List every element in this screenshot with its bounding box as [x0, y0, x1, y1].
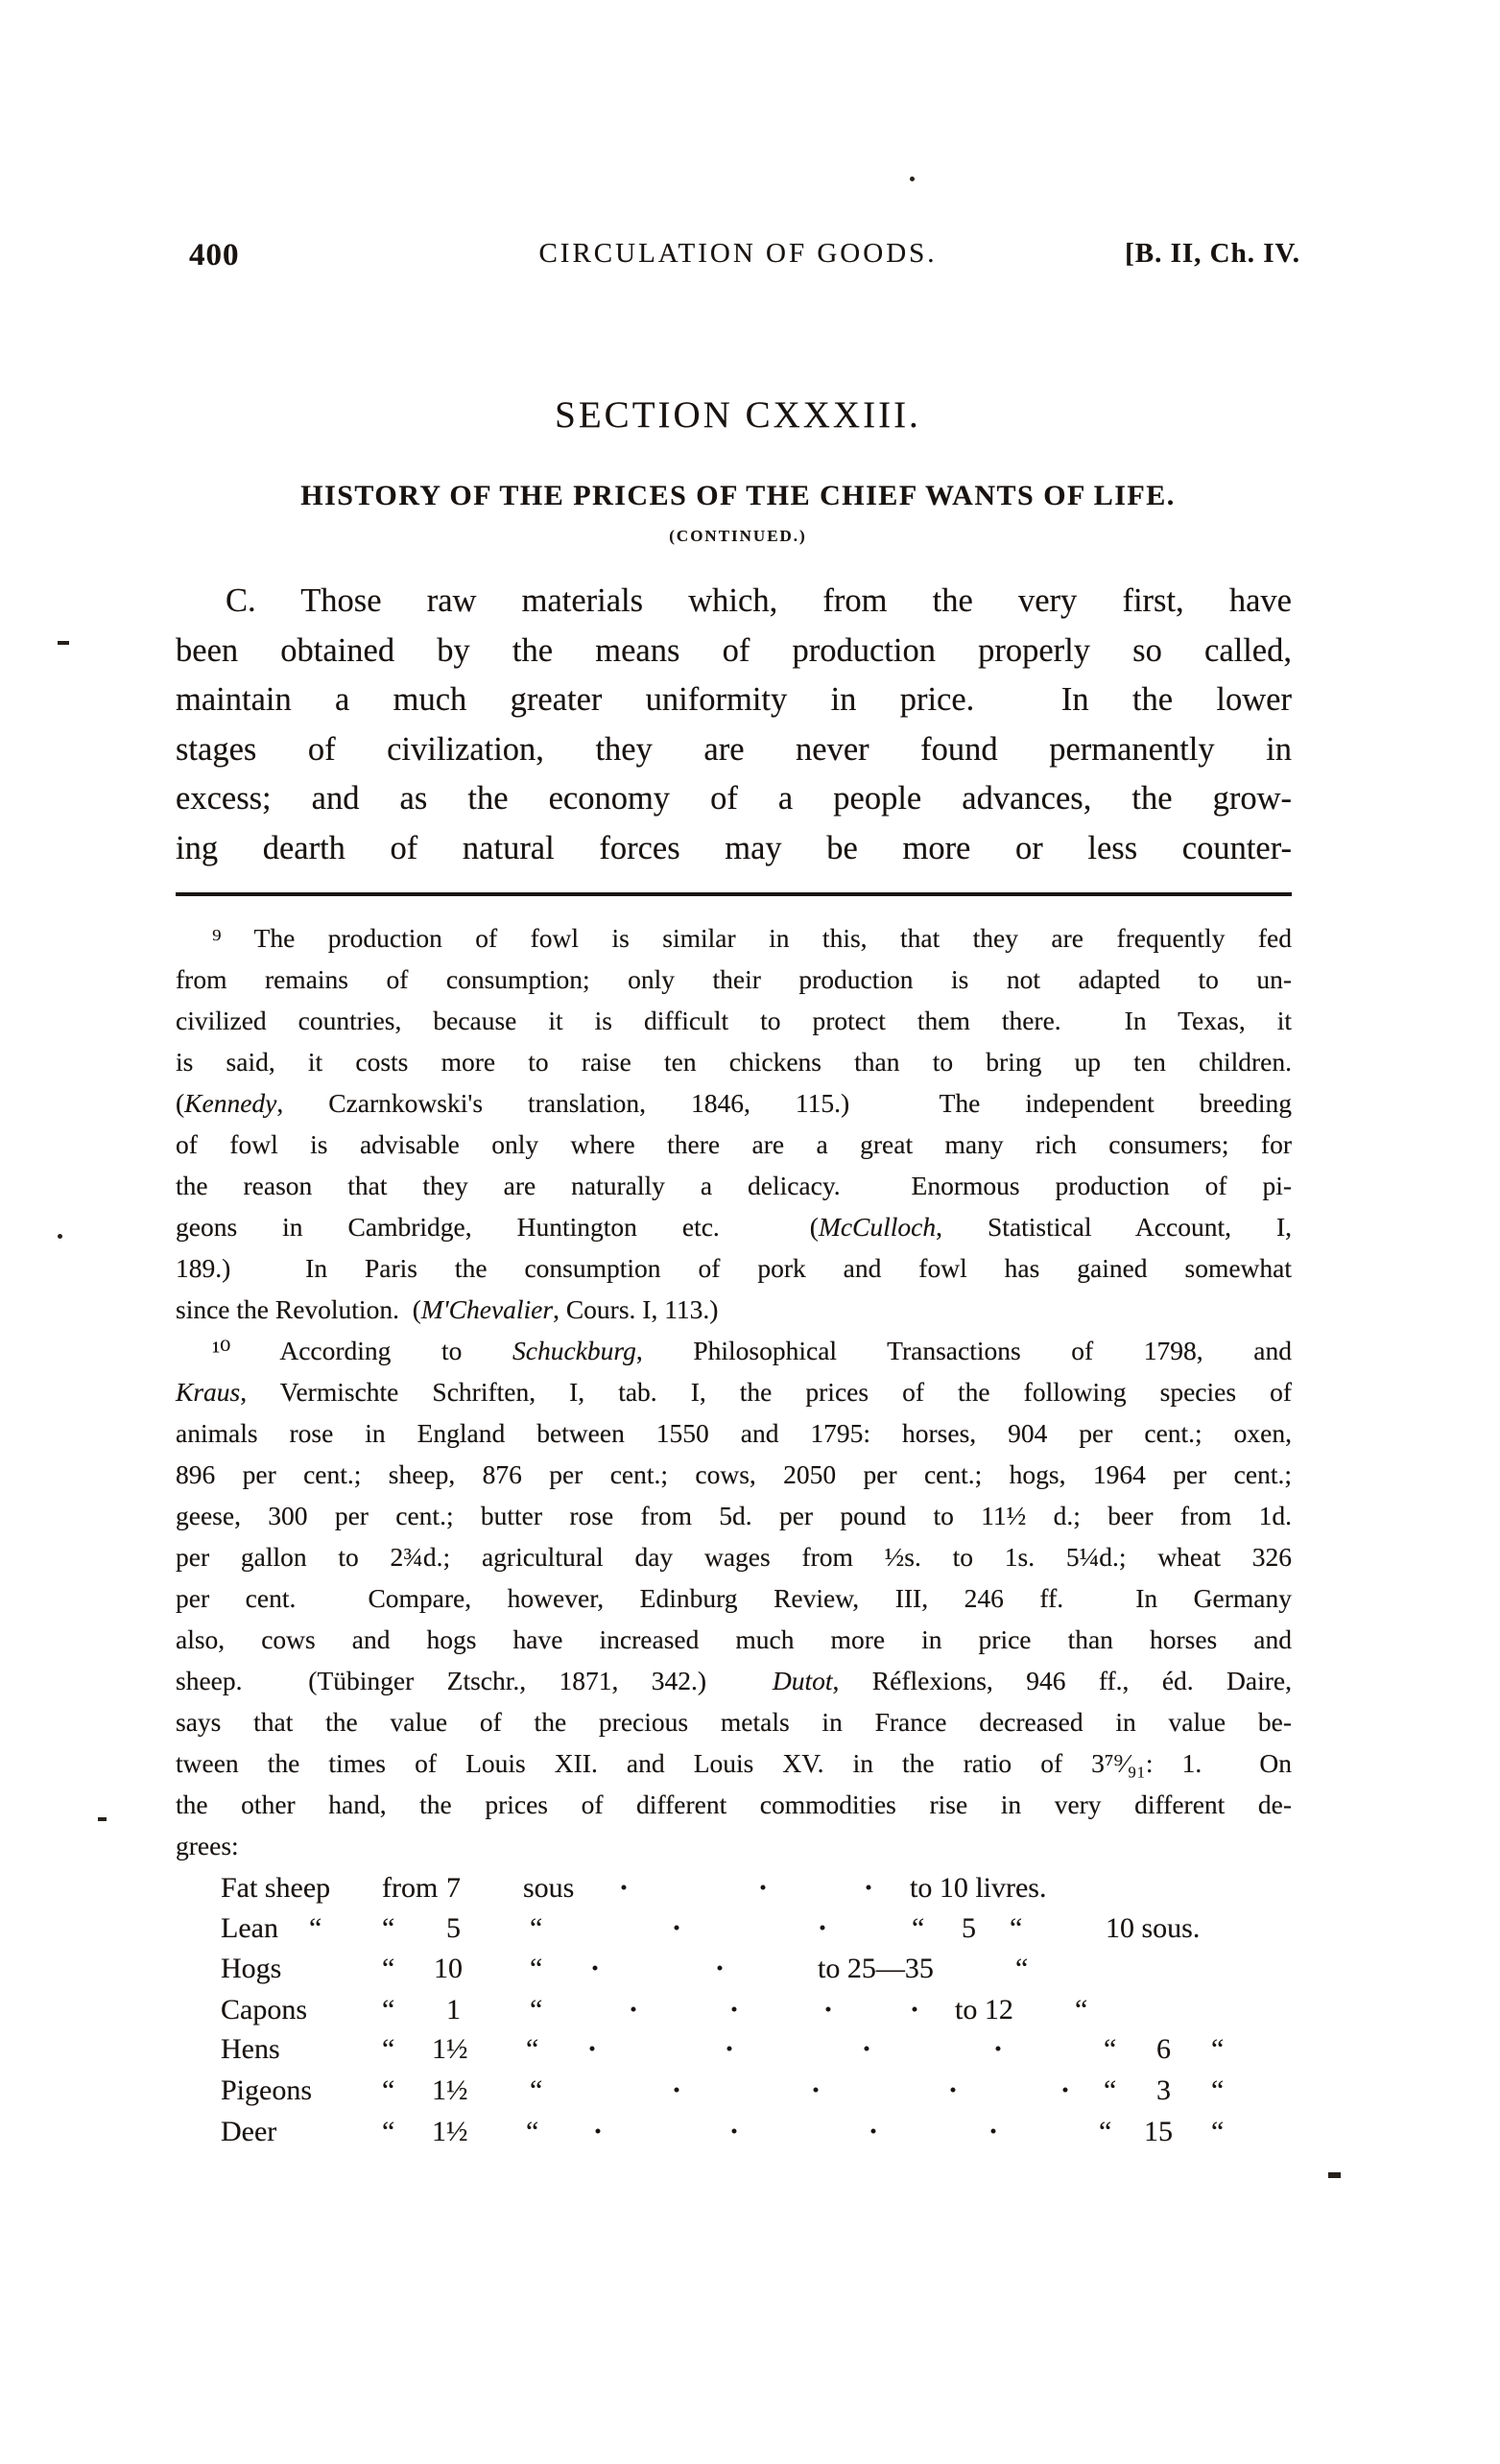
- table-cell: to 10 livres.: [910, 1872, 1047, 1904]
- leader-dot: ·: [593, 2116, 604, 2147]
- leader-dot: ·: [988, 2116, 999, 2147]
- table-cell: Hens: [221, 2033, 280, 2065]
- table-row: [0, 1869, 1500, 1907]
- footnotes: [176, 917, 1292, 1866]
- leader-dot: ·: [993, 2033, 1004, 2065]
- running-title: CIRCULATION OF GOODS.: [538, 238, 938, 269]
- table-cell: “: [912, 1912, 925, 1944]
- text-line: 896 per cent.; sheep, 876 per cent.; cows, 2050 per cent.; hogs, 1964 per cent.;: [176, 1459, 1292, 1489]
- table-cell: “: [1015, 1953, 1029, 1984]
- table-cell: “: [1211, 2116, 1225, 2147]
- scan-speck: [98, 1817, 107, 1821]
- table-cell: “: [1104, 2074, 1117, 2106]
- text-line: also, cows and hogs have increased much more in price than horses and: [176, 1624, 1292, 1654]
- continued-note: (CONTINUED.): [669, 527, 807, 545]
- table-cell: 10: [434, 1953, 463, 1984]
- leader-dot: ·: [818, 1912, 828, 1944]
- text-line: geese, 300 per cent.; butter rose from 5d. per pound to 11½ d.; beer from 1d.: [176, 1501, 1292, 1530]
- text-line: stages of civilization, they are never found permanently in: [176, 730, 1292, 768]
- table-cell: “: [530, 1912, 543, 1944]
- leader-dot: ·: [619, 1872, 630, 1904]
- table-cell: Lean: [221, 1912, 278, 1944]
- leader-dot: ·: [725, 2033, 735, 2065]
- table-cell: 7: [446, 1872, 461, 1904]
- text-line: maintain a much greater uniformity in price. In the lower: [176, 681, 1292, 718]
- page-number: 400: [189, 238, 240, 272]
- leader-dot: ·: [864, 1872, 874, 1904]
- table-cell: Deer: [221, 2116, 277, 2147]
- table-cell: Pigeons: [221, 2074, 313, 2106]
- table-cell: 15: [1144, 2116, 1173, 2147]
- text-line: ing dearth of natural forces may be more or less counter-: [176, 829, 1292, 866]
- text-line: Kraus, Vermischte Schriften, I, tab. I, the prices of the following species of: [176, 1377, 1292, 1407]
- leader-dot: ·: [862, 2033, 872, 2065]
- leader-dot: ·: [587, 2033, 598, 2065]
- text-line: animals rose in England between 1550 and 1795: horses, 904 per cent.; oxen,: [176, 1418, 1292, 1448]
- scan-speck: [58, 1234, 62, 1239]
- text-line: geons in Cambridge, Huntington etc. (McCulloch, Statistical Account, I,: [176, 1212, 1292, 1242]
- table-cell: “: [382, 2074, 395, 2106]
- table-cell: 10 sous.: [1106, 1912, 1201, 1944]
- table-cell: “: [526, 2116, 539, 2147]
- leader-dot: ·: [715, 1953, 726, 1984]
- text-line: sheep. (Tübinger Ztschr., 1871, 342.) Dutot, Réflexions, 946 ff., éd. Daire,: [176, 1666, 1292, 1695]
- footnote-9: [176, 917, 1292, 1330]
- table-cell: “: [530, 1994, 543, 2026]
- table-cell: “: [530, 1953, 543, 1984]
- table-cell: 5: [962, 1912, 976, 1944]
- chapter-reference: [B. II, Ch. IV.: [1125, 238, 1300, 269]
- table-cell: “: [382, 2033, 395, 2065]
- scan-speck: [1328, 2172, 1341, 2178]
- section-title: SECTION CXXXIII.: [555, 394, 921, 436]
- text-line: ¹⁰ According to Schuckburg, Philosophical Transactions of 1798, and: [212, 1336, 1292, 1365]
- table-cell: from: [382, 1872, 439, 1904]
- text-line: per cent. Compare, however, Edinburg Review, III, 246 ff. In Germany: [176, 1583, 1292, 1613]
- leader-dot: ·: [811, 2074, 821, 2106]
- text-line: civilized countries, because it is difficult to protect them there. In Texas, it: [176, 1006, 1292, 1035]
- table-cell: “: [530, 2074, 543, 2106]
- leader-dot: ·: [758, 1872, 769, 1904]
- text-line: (Kennedy, Czarnkowski's translation, 1846, 115.) The independent breeding: [176, 1088, 1292, 1118]
- scan-speck: [58, 641, 69, 645]
- text-line: since the Revolution. (M'Chevalier, Cours. I, 113.): [176, 1294, 719, 1324]
- leader-dot: ·: [729, 2116, 740, 2147]
- table-cell: “: [1211, 2074, 1225, 2106]
- table-cell: sous: [523, 1872, 575, 1904]
- table-row: [0, 1909, 1500, 1948]
- table-cell: “: [1010, 1912, 1023, 1944]
- table-cell: “: [382, 1994, 395, 2026]
- table-cell: 3: [1156, 2074, 1171, 2106]
- table-cell: “: [1099, 2116, 1112, 2147]
- text-line: excess; and as the economy of a people advances, the grow-: [176, 780, 1292, 817]
- table-row: [0, 2113, 1500, 2151]
- text-line: of fowl is advisable only where there are a great many rich consumers; for: [176, 1129, 1292, 1159]
- leader-dot: ·: [672, 1912, 682, 1944]
- section-subtitle: HISTORY OF THE PRICES OF THE CHIEF WANTS OF LIFE.: [300, 480, 1176, 511]
- table-row: [0, 1950, 1500, 1988]
- table-cell: 5: [446, 1912, 461, 1944]
- table-cell: Capons: [221, 1994, 307, 2026]
- table-cell: Fat sheep: [221, 1872, 331, 1904]
- table-cell: “: [1075, 1994, 1088, 2026]
- text-line: the other hand, the prices of different commodities rise in very different de-: [176, 1789, 1292, 1819]
- scan-speck: [910, 177, 915, 181]
- table-cell: “: [1211, 2033, 1225, 2065]
- leader-dot: ·: [869, 2116, 879, 2147]
- footnote-divider: [176, 892, 1292, 896]
- table-cell: “: [309, 1912, 322, 1944]
- table-cell: “: [382, 2116, 395, 2147]
- text-line: 189.) In Paris the consumption of pork and fowl has gained somewhat: [176, 1253, 1292, 1283]
- leader-dot: ·: [1060, 2074, 1071, 2106]
- leader-dot: ·: [910, 1994, 920, 2026]
- table-cell: “: [1104, 2033, 1117, 2065]
- table-cell: “: [382, 1912, 395, 1944]
- text-line: grees:: [176, 1831, 239, 1860]
- table-cell: to 25—35: [818, 1953, 934, 1984]
- text-line: per gallon to 2¾d.; agricultural day wages from ½s. to 1s. 5¼d.; wheat 326: [176, 1542, 1292, 1572]
- leader-dot: ·: [629, 1994, 639, 2026]
- table-cell: 1: [446, 1994, 461, 2026]
- table-cell: 6: [1156, 2033, 1171, 2065]
- table-cell: “: [382, 1953, 395, 1984]
- footnote-10: [176, 1330, 1292, 1866]
- table-cell: 1½: [432, 2116, 468, 2147]
- text-line: says that the value of the precious metals in France decreased in value be-: [176, 1707, 1292, 1737]
- text-line: is said, it costs more to raise ten chickens than to bring up ten children.: [176, 1047, 1292, 1077]
- leader-dot: ·: [729, 1994, 740, 2026]
- page-header: [176, 236, 1300, 276]
- table-row: [0, 2072, 1500, 2110]
- text-line: tween the times of Louis XII. and Louis XV. in the ratio of 3⁷⁹⁄₉₁: 1. On: [176, 1748, 1292, 1778]
- main-paragraph: [176, 577, 1292, 873]
- leader-dot: ·: [590, 1953, 601, 1984]
- leader-dot: ·: [823, 1994, 834, 2026]
- table-row: [0, 1991, 1500, 2029]
- text-line: ⁹ The production of fowl is similar in this, that they are frequently fed: [212, 923, 1292, 953]
- text-line: the reason that they are naturally a delicacy. Enormous production of pi-: [176, 1171, 1292, 1200]
- table-cell: 1½: [432, 2074, 468, 2106]
- table-cell: to 12: [955, 1994, 1013, 2026]
- table-cell: 1½: [432, 2033, 468, 2065]
- text-line: C. Those raw materials which, from the very first, have: [226, 582, 1292, 619]
- table-cell: “: [526, 2033, 539, 2065]
- leader-dot: ·: [672, 2074, 682, 2106]
- table-cell: Hogs: [221, 1953, 282, 1984]
- text-line: from remains of consumption; only their production is not adapted to un-: [176, 964, 1292, 994]
- text-line: been obtained by the means of production properly so called,: [176, 631, 1292, 669]
- leader-dot: ·: [948, 2074, 959, 2106]
- table-row: [0, 2030, 1500, 2069]
